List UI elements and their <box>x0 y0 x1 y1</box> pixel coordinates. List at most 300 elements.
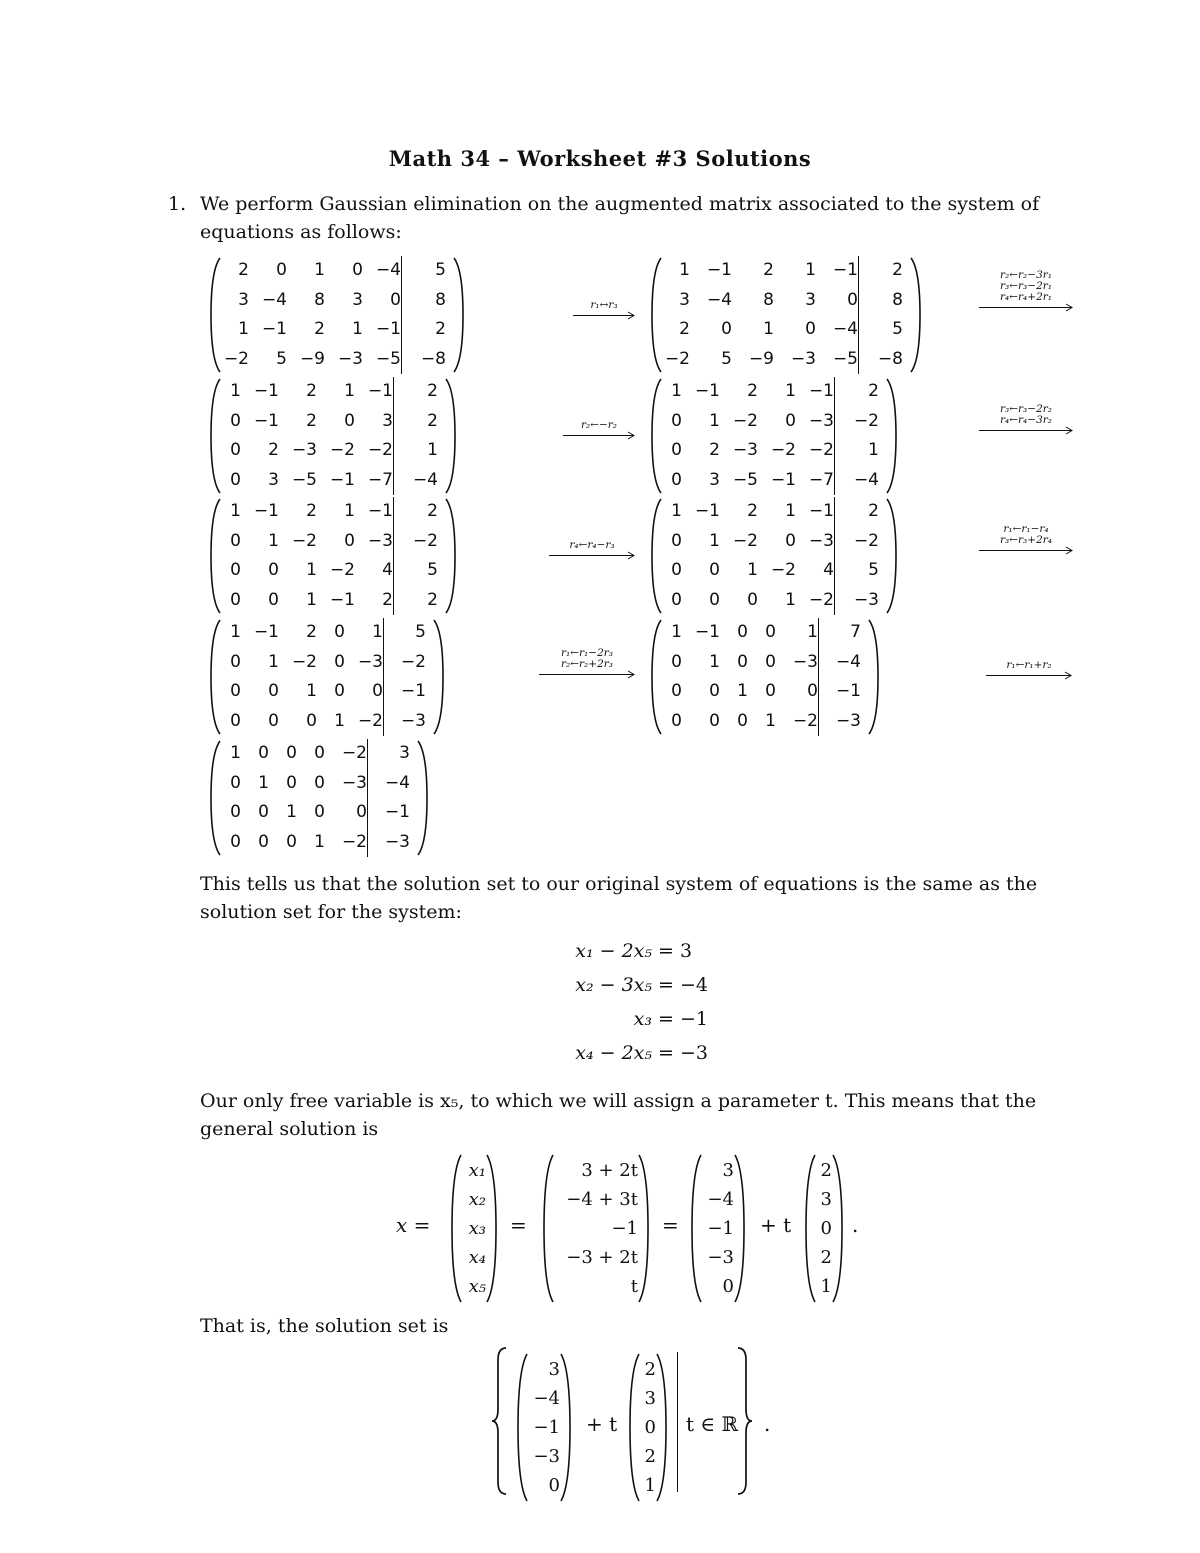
matrix-rhs-entry: −2 <box>400 651 426 672</box>
vector-entry: 0 <box>722 1276 734 1297</box>
vector-entry: t <box>630 1276 638 1297</box>
matrix-entry: 0 <box>230 530 241 551</box>
matrix-entry: 0 <box>230 469 241 490</box>
matrix-row <box>219 256 446 286</box>
matrix-entry: 1 <box>679 260 690 280</box>
matrix-entry: −1 <box>694 622 720 642</box>
vector-entry: −4 <box>533 1388 560 1409</box>
augmented-matrix <box>209 739 410 857</box>
matrix-entry: 2 <box>306 381 317 401</box>
matrix-entry: 1 <box>230 622 241 642</box>
matrix-entry: −2 <box>664 348 690 369</box>
matrix-rhs-entry: 2 <box>427 501 438 521</box>
matrix-entry: 1 <box>709 410 720 431</box>
matrix-entry: 0 <box>314 772 325 793</box>
vector-entry: 0 <box>644 1417 656 1438</box>
matrix-entry: 1 <box>334 710 345 731</box>
matrix-rhs-entry: −2 <box>853 530 879 551</box>
left-paren <box>690 1153 706 1304</box>
equation-rhs: = −3 <box>658 1042 708 1064</box>
matrix-entry: −1 <box>770 469 796 490</box>
matrix-entry: 0 <box>372 681 383 701</box>
matrix-entry: −1 <box>329 469 355 490</box>
matrix-entry: 3 <box>382 410 393 431</box>
augmented-matrix <box>209 377 438 495</box>
vector-entry: 2 <box>820 1247 832 1268</box>
matrix-row <box>660 466 879 496</box>
matrix-entry: −1 <box>253 410 279 431</box>
matrix-entry: −1 <box>367 381 393 401</box>
plus-t-term: + t <box>760 1213 792 1237</box>
period: . <box>852 1213 859 1237</box>
matrix-entry: 0 <box>344 410 355 431</box>
matrix-rhs-entry: 5 <box>415 622 426 642</box>
matrix-entry: 3 <box>679 289 690 310</box>
matrix-entry: 0 <box>709 589 720 610</box>
vector-entry: 0 <box>548 1475 560 1496</box>
vector-entry: 3 <box>820 1189 832 1210</box>
right-paren <box>443 377 459 495</box>
reduced-system-paragraph: This tells us that the solution set to our original system of equations is the same as the solution set for the system: <box>200 873 1038 923</box>
row-operation-label: r₄←r₄−r₃ <box>569 539 615 551</box>
matrix-entry: 1 <box>344 381 355 401</box>
matrix-entry: 0 <box>737 651 748 672</box>
matrix-entry: −3 <box>341 772 367 793</box>
vector-entry: 1 <box>644 1475 656 1496</box>
augmented-matrix <box>209 497 438 615</box>
matrix-entry: −2 <box>291 651 317 672</box>
matrix-entry: 1 <box>671 501 682 521</box>
matrix-entry: 1 <box>785 589 796 610</box>
matrix-entry: −9 <box>748 348 774 369</box>
such-that-bar <box>677 1352 678 1492</box>
matrix-entry: 2 <box>763 260 774 280</box>
matrix-entry: 2 <box>709 440 720 460</box>
matrix-entry: 8 <box>763 289 774 310</box>
matrix-entry: 1 <box>230 501 241 521</box>
matrix-entry: 0 <box>286 772 297 793</box>
direction-vector <box>628 1352 668 1503</box>
matrix-entry: 0 <box>334 622 345 642</box>
matrix-entry: −2 <box>329 560 355 580</box>
matrix-row <box>219 286 446 316</box>
matrix-entry: −5 <box>291 469 317 490</box>
matrix-entry: −3 <box>808 410 834 431</box>
period: . <box>764 1412 771 1436</box>
matrix-rhs-entry: −4 <box>853 469 879 490</box>
matrix-entry: 0 <box>314 743 325 763</box>
matrix-entry: −9 <box>299 348 325 369</box>
row-operation-label: r₁↔r₃ <box>590 299 618 311</box>
matrix-entry: 2 <box>306 622 317 642</box>
vector-entry: 2 <box>820 1160 832 1181</box>
matrix-entry: 1 <box>709 651 720 672</box>
matrix-entry: −7 <box>367 469 393 490</box>
matrix-entry: −2 <box>329 440 355 460</box>
right-paren <box>884 497 900 615</box>
row-operation-arrow <box>548 540 636 560</box>
matrix-row <box>660 707 861 737</box>
matrix-entry: 1 <box>306 681 317 701</box>
matrix-entry: 0 <box>737 710 748 731</box>
matrix-rhs-entry: −2 <box>412 530 438 551</box>
vector-entry: 0 <box>820 1218 832 1239</box>
equals-sign: = <box>510 1213 527 1237</box>
matrix-entry: 0 <box>230 681 241 701</box>
matrix-rhs-entry: 5 <box>892 319 903 339</box>
matrix-entry: −3 <box>790 348 816 369</box>
matrix-entry: 0 <box>847 289 858 310</box>
matrix-rhs-entry: 2 <box>427 381 438 401</box>
matrix-rhs-entry: −1 <box>835 681 861 701</box>
matrix-row <box>660 345 903 375</box>
matrix-entry: 0 <box>807 681 818 701</box>
constant-vector <box>516 1352 572 1503</box>
matrix-entry: 5 <box>721 348 732 369</box>
direction-vector <box>804 1153 844 1304</box>
right-paren <box>484 1153 500 1304</box>
matrix-entry: −1 <box>694 381 720 401</box>
vector-entry: −3 + 2t <box>566 1247 638 1268</box>
matrix-entry: −2 <box>770 560 796 580</box>
right-paren <box>908 256 924 374</box>
vector-entry: −1 <box>533 1417 560 1438</box>
matrix-rhs-entry: 3 <box>399 743 410 763</box>
matrix-row <box>660 436 879 466</box>
matrix-entry: 3 <box>352 289 363 310</box>
left-paren <box>450 1153 466 1304</box>
matrix-entry: 0 <box>671 469 682 490</box>
matrix-entry: −1 <box>253 622 279 642</box>
vector-entry: 2 <box>644 1359 656 1380</box>
equation-lhs: x₂ − 3x₅ <box>575 974 652 996</box>
matrix-entry: 0 <box>268 589 279 610</box>
vector-entry: x₄ <box>468 1247 486 1268</box>
right-paren <box>443 497 459 615</box>
matrix-rhs-entry: 2 <box>427 589 438 610</box>
matrix-entry: −2 <box>732 410 758 431</box>
matrix-entry: −2 <box>732 530 758 551</box>
matrix-entry: −3 <box>357 651 383 672</box>
matrix-entry: 1 <box>314 260 325 280</box>
left-paren <box>804 1153 820 1304</box>
matrix-entry: −3 <box>808 530 834 551</box>
row-operation-label: r₄←r₄−3r₂ <box>1000 414 1052 426</box>
matrix-entry: 5 <box>276 348 287 369</box>
matrix-entry: −1 <box>261 319 287 339</box>
matrix-entry: 1 <box>785 381 796 401</box>
matrix-row <box>660 256 903 286</box>
matrix-row <box>219 828 410 858</box>
left-paren <box>628 1352 644 1503</box>
matrix-entry: 0 <box>356 802 367 822</box>
matrix-entry: 1 <box>807 622 818 642</box>
matrix-entry: 0 <box>390 289 401 310</box>
vector-entry: −1 <box>611 1218 638 1239</box>
matrix-entry: 2 <box>238 260 249 280</box>
vector-entry: −4 <box>707 1189 734 1210</box>
matrix-row <box>219 618 426 648</box>
left-paren <box>650 497 666 615</box>
matrix-rhs-entry: −4 <box>412 469 438 490</box>
left-paren <box>209 739 225 857</box>
matrix-entry: 0 <box>286 743 297 763</box>
equals-sign: = <box>662 1213 679 1237</box>
matrix-rhs-entry: −4 <box>384 772 410 793</box>
vector-entry: 3 <box>548 1359 560 1380</box>
right-paren <box>866 618 882 736</box>
matrix-entry: −4 <box>832 319 858 339</box>
matrix-rhs-entry: 2 <box>892 260 903 280</box>
vector-entry: x₅ <box>468 1276 486 1297</box>
matrix-entry: 0 <box>230 589 241 610</box>
matrix-entry: 1 <box>314 831 325 852</box>
matrix-entry: 3 <box>709 469 720 490</box>
matrix-rhs-entry: 8 <box>892 289 903 310</box>
matrix-entry: 0 <box>230 651 241 672</box>
matrix-entry: 2 <box>306 501 317 521</box>
matrix-entry: −1 <box>808 501 834 521</box>
matrix-rhs-entry: −3 <box>853 589 879 610</box>
matrix-entry: −1 <box>706 260 732 280</box>
equation-rhs: = 3 <box>658 940 693 962</box>
vector-entry: −3 <box>533 1446 560 1467</box>
matrix-rhs-entry: 5 <box>427 560 438 580</box>
left-paren <box>650 377 666 495</box>
right-arrow-icon <box>572 311 636 320</box>
matrix-row <box>660 315 903 345</box>
matrix-row <box>219 315 446 345</box>
matrix-row <box>219 377 438 407</box>
row-operation-arrow <box>572 300 636 320</box>
matrix-entry: 4 <box>382 560 393 580</box>
matrix-entry: −2 <box>341 743 367 763</box>
matrix-entry: 2 <box>314 319 325 339</box>
right-paren <box>636 1153 652 1304</box>
matrix-rhs-entry: −3 <box>384 831 410 852</box>
matrix-entry: −3 <box>291 440 317 460</box>
matrix-rhs-entry: 2 <box>868 381 879 401</box>
vector-entry: 3 <box>722 1160 734 1181</box>
matrix-rhs-entry: 8 <box>435 289 446 310</box>
matrix-entry: 1 <box>344 501 355 521</box>
matrix-entry: 1 <box>372 622 383 642</box>
matrix-entry: −2 <box>291 530 317 551</box>
vector-entry: −4 + 3t <box>566 1189 638 1210</box>
matrix-row <box>660 586 879 616</box>
row-operation-label: r₃←r₃−2r₂ <box>1000 403 1052 415</box>
item-number: 1. <box>168 193 187 215</box>
matrix-entry: 0 <box>721 319 732 339</box>
row-operation-label: r₁←r₁−r₄ <box>1003 523 1049 535</box>
matrix-entry: 0 <box>671 440 682 460</box>
matrix-entry: −2 <box>341 831 367 852</box>
matrix-rhs-entry: 1 <box>427 440 438 460</box>
matrix-entry: 0 <box>709 681 720 701</box>
intro-paragraph: We perform Gaussian elimination on the augmented matrix associated to the system of equations as follows: <box>200 193 1040 243</box>
right-paren <box>431 618 447 736</box>
vector-entry: 1 <box>820 1276 832 1297</box>
matrix-entry: 2 <box>382 589 393 610</box>
matrix-rhs-entry: −8 <box>420 348 446 369</box>
matrix-rhs-entry: 5 <box>868 560 879 580</box>
matrix-row <box>660 677 861 707</box>
matrix-row <box>219 497 438 527</box>
row-operation-arrow <box>978 404 1074 435</box>
vector-entry: −3 <box>707 1247 734 1268</box>
matrix-entry: 1 <box>306 589 317 610</box>
matrix-entry: 0 <box>230 802 241 822</box>
matrix-entry: 1 <box>306 560 317 580</box>
augmented-matrix <box>650 618 861 736</box>
matrix-entry: 0 <box>286 831 297 852</box>
matrix-entry: 0 <box>334 651 345 672</box>
matrix-entry: −1 <box>375 319 401 339</box>
matrix-entry: 0 <box>258 831 269 852</box>
matrix-row <box>660 556 879 586</box>
augmented-matrix <box>650 497 879 615</box>
matrix-entry: 1 <box>709 530 720 551</box>
vector-entry: −1 <box>707 1218 734 1239</box>
matrix-entry: 0 <box>785 530 796 551</box>
matrix-entry: 0 <box>230 560 241 580</box>
matrix-row <box>219 556 438 586</box>
matrix-entry: 1 <box>747 560 758 580</box>
vector-entry: 3 <box>644 1388 656 1409</box>
matrix-entry: 1 <box>763 319 774 339</box>
matrix-row <box>219 436 438 466</box>
matrix-entry: 0 <box>268 560 279 580</box>
matrix-rhs-entry: 1 <box>868 440 879 460</box>
row-operation-arrow <box>538 648 636 679</box>
matrix-rhs-entry: 2 <box>427 410 438 431</box>
matrix-entry: 3 <box>805 289 816 310</box>
matrix-entry: 0 <box>671 560 682 580</box>
matrix-entry: −2 <box>808 589 834 610</box>
matrix-entry: −1 <box>329 589 355 610</box>
equation-rhs: = −4 <box>658 974 708 996</box>
row-operation-label: r₂←r₂+2r₃ <box>561 658 613 670</box>
left-paren <box>209 256 225 374</box>
matrix-entry: 0 <box>671 710 682 731</box>
matrix-entry: 0 <box>671 651 682 672</box>
matrix-row <box>660 407 879 437</box>
equation-lhs: x₄ − 2x₅ <box>575 1042 652 1064</box>
matrix-row <box>219 586 438 616</box>
matrix-entry: 0 <box>306 710 317 731</box>
matrix-entry: −3 <box>792 651 818 672</box>
left-paren <box>542 1153 558 1304</box>
right-paren <box>830 1153 846 1304</box>
matrix-entry: 1 <box>238 319 249 339</box>
right-arrow-icon <box>548 551 636 560</box>
matrix-entry: −2 <box>808 440 834 460</box>
row-operation-label: r₂←r₂−3r₁ <box>1000 269 1052 281</box>
vector-entry: x₁ <box>468 1160 486 1181</box>
matrix-entry: −1 <box>367 501 393 521</box>
solution-set-paragraph: That is, the solution set is <box>200 1315 449 1337</box>
matrix-entry: 1 <box>268 651 279 672</box>
row-operation-arrow <box>978 524 1074 555</box>
matrix-entry: −2 <box>770 440 796 460</box>
matrix-rhs-entry: −3 <box>400 710 426 731</box>
matrix-entry: 2 <box>268 440 279 460</box>
matrix-row <box>219 707 426 737</box>
matrix-entry: 3 <box>238 289 249 310</box>
right-paren <box>558 1352 574 1503</box>
left-paren <box>209 377 225 495</box>
matrix-entry: −4 <box>375 260 401 280</box>
matrix-entry: 0 <box>258 743 269 763</box>
matrix-entry: −3 <box>367 530 393 551</box>
equation-rhs: = −1 <box>658 1008 708 1030</box>
matrix-entry: 0 <box>230 410 241 431</box>
variable-vector <box>450 1153 498 1304</box>
free-variable-paragraph: Our only free variable is x₅, to which we will assign a parameter t. This means that the general solution is <box>200 1090 1037 1140</box>
left-brace <box>490 1346 510 1496</box>
row-operation-arrow <box>978 270 1074 312</box>
matrix-entry: −3 <box>732 440 758 460</box>
matrix-entry: 0 <box>805 319 816 339</box>
right-arrow-icon <box>978 546 1074 555</box>
row-operation-label: r₃←r₃+2r₄ <box>1000 534 1052 546</box>
matrix-entry: 1 <box>230 381 241 401</box>
vector-entry: x₂ <box>468 1189 486 1210</box>
matrix-rhs-entry: 2 <box>868 501 879 521</box>
matrix-row <box>219 466 438 496</box>
matrix-row <box>219 648 426 678</box>
matrix-entry: 0 <box>268 681 279 701</box>
matrix-entry: −1 <box>694 501 720 521</box>
matrix-entry: 2 <box>747 501 758 521</box>
matrix-entry: −2 <box>792 710 818 731</box>
matrix-entry: 0 <box>671 410 682 431</box>
matrix-rhs-entry: 5 <box>435 260 446 280</box>
parameter-condition: t ∈ ℝ <box>686 1412 739 1436</box>
matrix-rhs-entry: 7 <box>850 622 861 642</box>
right-arrow-icon <box>538 670 636 679</box>
page-title: Math 34 – Worksheet #3 Solutions <box>388 146 812 171</box>
constant-vector <box>690 1153 746 1304</box>
right-arrow-icon <box>978 303 1074 312</box>
equation-lhs: x₁ − 2x₅ <box>575 940 652 962</box>
matrix-entry: 0 <box>747 589 758 610</box>
right-paren <box>732 1153 748 1304</box>
matrix-entry: 0 <box>268 710 279 731</box>
matrix-entry: 1 <box>230 743 241 763</box>
matrix-rhs-entry: −1 <box>384 802 410 822</box>
matrix-entry: −7 <box>808 469 834 490</box>
matrix-entry: 4 <box>823 560 834 580</box>
matrix-entry: 1 <box>671 622 682 642</box>
augmented-matrix <box>209 256 446 374</box>
matrix-entry: 0 <box>709 560 720 580</box>
matrix-row <box>219 407 438 437</box>
row-operation-label: r₁←r₁+r₂ <box>1006 659 1052 671</box>
matrix-entry: 0 <box>709 710 720 731</box>
matrix-entry: −2 <box>357 710 383 731</box>
matrix-entry: 2 <box>306 410 317 431</box>
matrix-row <box>660 286 903 316</box>
left-paren <box>516 1352 532 1503</box>
right-paren <box>451 256 467 374</box>
row-operation-arrow <box>562 420 636 440</box>
matrix-row <box>660 527 879 557</box>
matrix-entry: −4 <box>261 289 287 310</box>
matrix-row <box>219 527 438 557</box>
matrix-rhs-entry: 2 <box>435 319 446 339</box>
matrix-entry: 1 <box>671 381 682 401</box>
